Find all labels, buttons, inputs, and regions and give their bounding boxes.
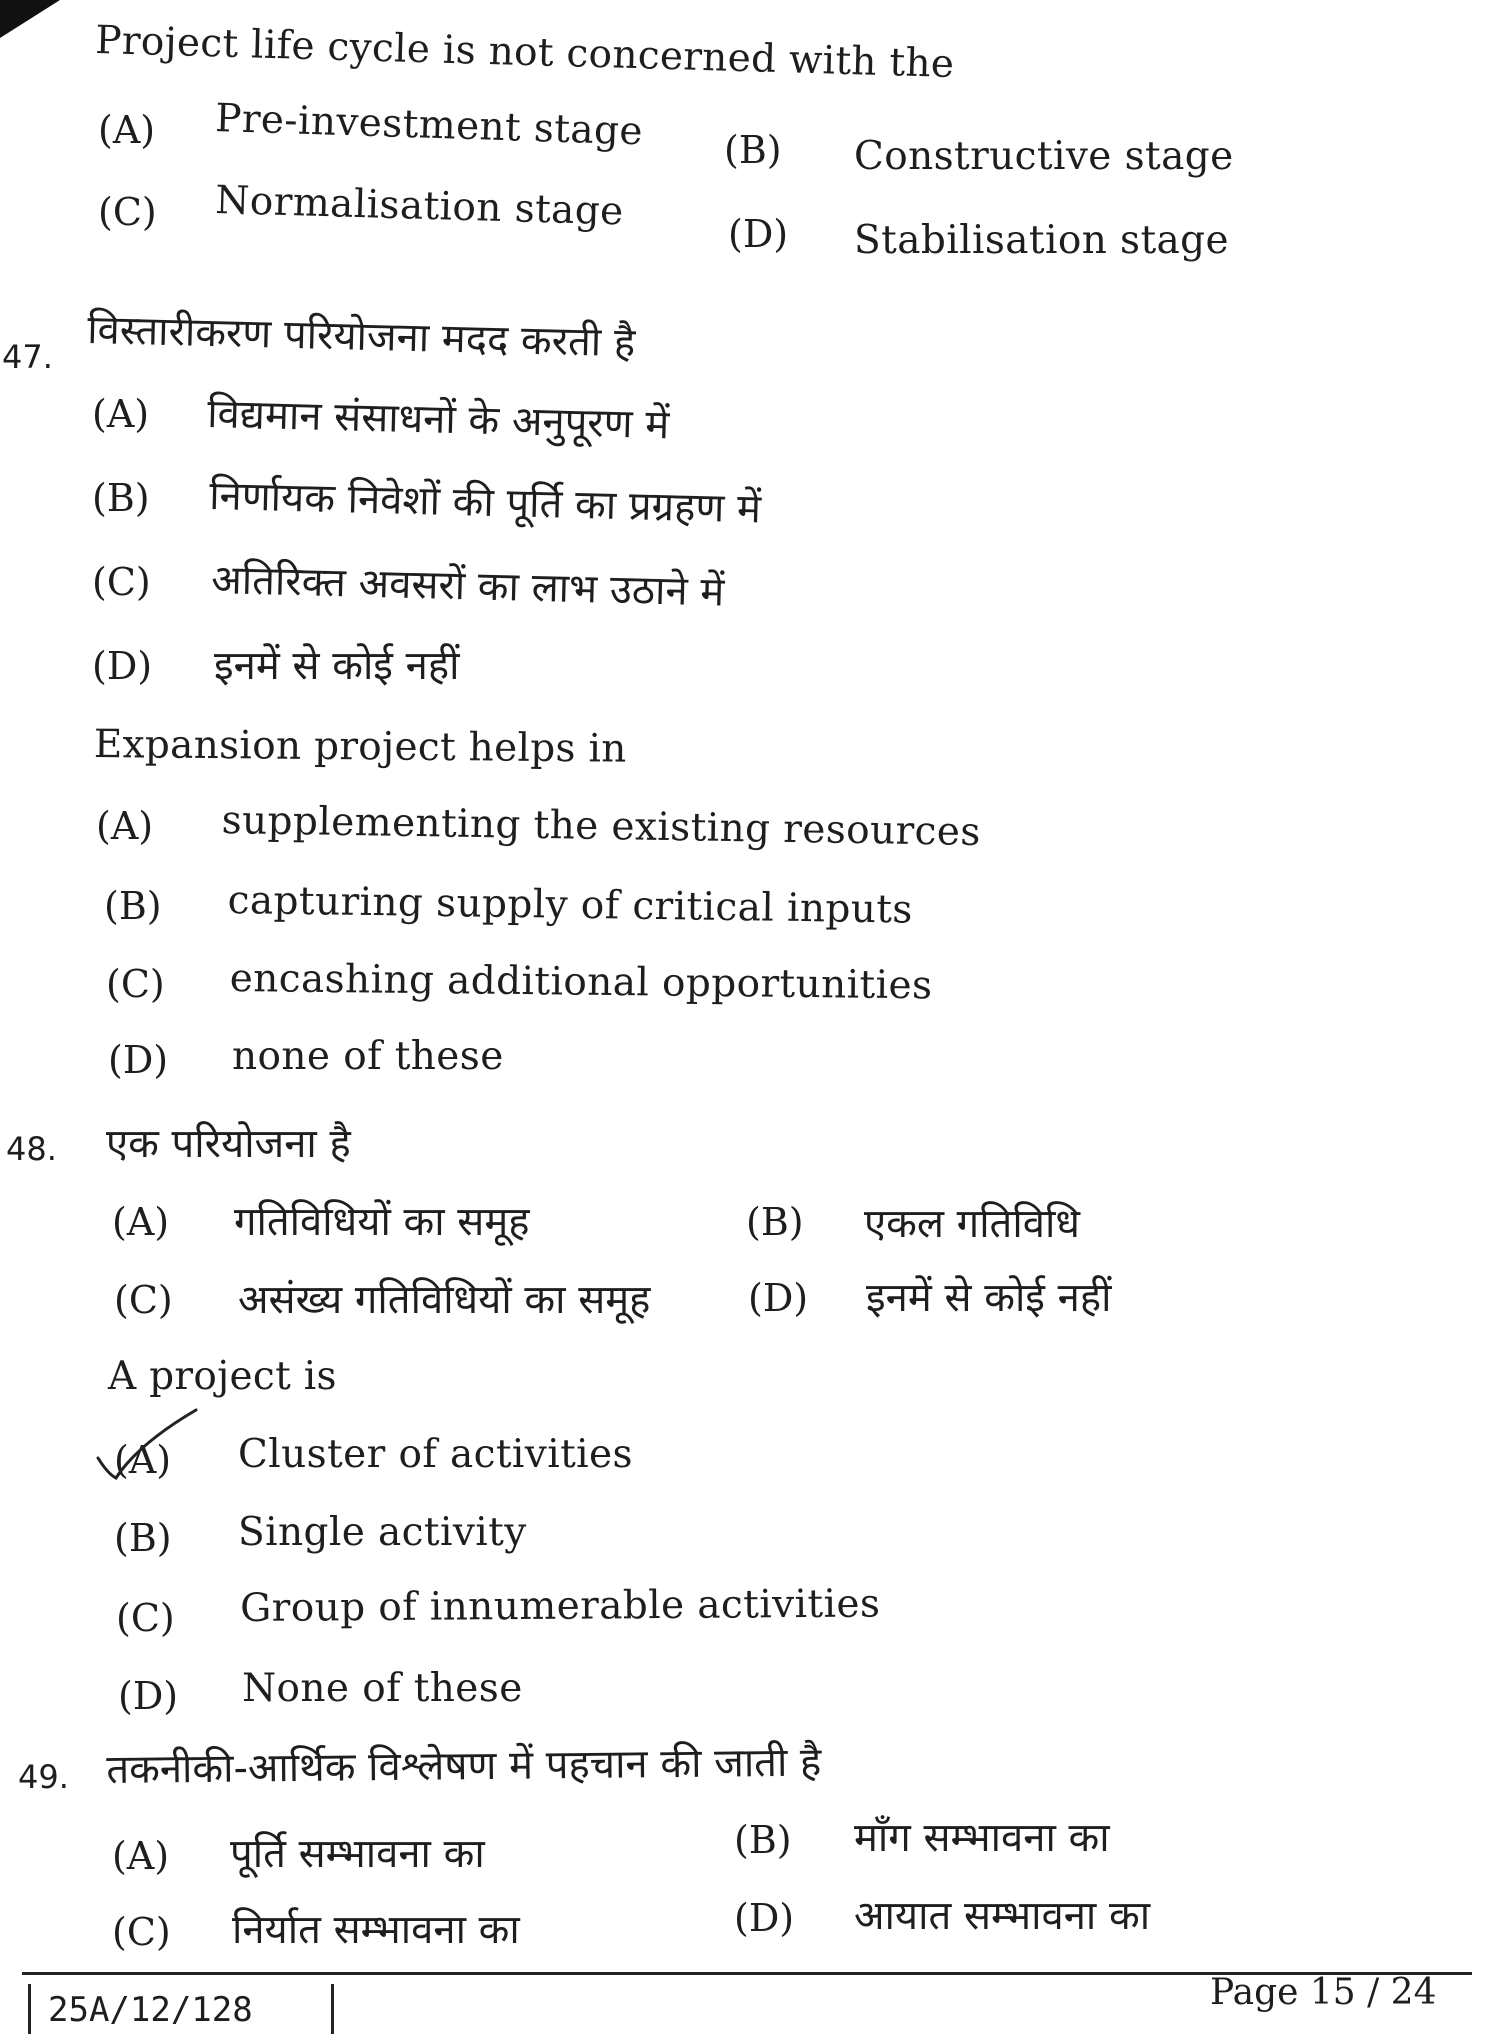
paper-code: 25A/12/128: [48, 1990, 253, 2030]
q47-stem-en: Expansion project helps in: [93, 722, 627, 772]
q47-hi-option-b-text: निर्णायक निवेशों की पूर्ति का प्रग्रहण में: [208, 472, 762, 533]
q47-en-option-d-text: none of these: [232, 1034, 504, 1079]
q48-hi-option-c-text: असंख्य गतिविधियों का समूह: [238, 1277, 651, 1323]
q47-hi-option-a-text: विद्यमान संसाधनों के अनुपूरण में: [206, 390, 670, 449]
q46-option-b-label: (B): [724, 128, 782, 172]
q48-hi-option-a-label: (A): [112, 1200, 170, 1244]
q47-hi-option-d-label: (D): [92, 644, 153, 688]
q49-stem-hi: तकनीकी-आर्थिक विश्लेषण में पहचान की जाती है: [106, 1739, 822, 1793]
q48-en-option-c-label: (C): [116, 1596, 175, 1640]
q47-number: 47.: [2, 338, 53, 376]
q49-option-c-text: निर्यात सम्भावना का: [232, 1907, 520, 1953]
q48-hi-option-c-label: (C): [114, 1278, 173, 1322]
q46-option-c-label: (C): [98, 190, 157, 234]
q48-en-option-d-text: None of these: [242, 1666, 523, 1711]
q49-option-a-text: पूर्ति सम्भावना का: [230, 1831, 485, 1877]
q48-hi-option-d-text: इनमें से कोई नहीं: [866, 1275, 1112, 1321]
q48-hi-option-b-text: एकल गतिविधि: [864, 1201, 1080, 1247]
q48-number: 48.: [6, 1130, 57, 1168]
q47-hi-option-a-label: (A): [92, 392, 150, 436]
q47-en-option-a-text: supplementing the existing resources: [221, 798, 982, 855]
q46-option-d-label: (D): [728, 212, 789, 256]
q47-stem-hi: विस्तारीकरण परियोजना मदद करती है: [86, 306, 636, 367]
q48-stem-en: A project is: [108, 1354, 337, 1399]
q49-option-b-label: (B): [734, 1818, 792, 1862]
q48-en-option-c-text: Group of innumerable activities: [240, 1581, 881, 1631]
q47-en-option-c-text: encashing additional opportunities: [229, 956, 933, 1009]
q49-option-d-text: आयात सम्भावना का: [854, 1893, 1151, 1939]
q46-option-b-text: Constructive stage: [854, 134, 1234, 179]
q48-en-option-a-label: (A): [114, 1438, 172, 1482]
q49-option-c-label: (C): [112, 1910, 171, 1954]
q47-hi-option-d-text: इनमें से कोई नहीं: [214, 643, 460, 689]
q47-en-option-d-label: (D): [108, 1038, 169, 1082]
q49-option-a-label: (A): [112, 1834, 170, 1878]
q48-en-option-d-label: (D): [118, 1674, 179, 1718]
q46-option-c-text: Normalisation stage: [214, 178, 625, 235]
q48-en-option-b-label: (B): [114, 1516, 172, 1560]
q48-hi-option-b-label: (B): [746, 1200, 804, 1244]
corner-mark: [0, 0, 60, 38]
q47-en-option-b-text: capturing supply of critical inputs: [227, 878, 914, 933]
q47-hi-option-c-label: (C): [92, 560, 151, 604]
q46-option-d-text: Stabilisation stage: [854, 218, 1230, 263]
q48-hi-option-a-text: गतिविधियों का समूह: [234, 1199, 530, 1245]
q46-stem-en: Project life cycle is not concerned with the: [94, 18, 955, 87]
q47-hi-option-c-text: अतिरिक्त अवसरों का लाभ उठाने में: [210, 556, 725, 616]
page-number: Page 15 / 24: [1210, 1972, 1437, 2013]
q47-en-option-a-label: (A): [96, 804, 154, 848]
q48-stem-hi: एक परियोजना है: [106, 1121, 351, 1167]
q46-option-a-text: Pre-investment stage: [214, 96, 644, 155]
q46-option-a-label: (A): [98, 108, 156, 152]
q49-option-b-text: माँग सम्भावना का: [854, 1815, 1110, 1861]
q48-hi-option-d-label: (D): [748, 1276, 809, 1320]
q47-en-option-b-label: (B): [104, 884, 162, 928]
q49-option-d-label: (D): [734, 1896, 795, 1940]
q47-en-option-c-label: (C): [106, 962, 165, 1006]
q48-en-option-b-text: Single activity: [238, 1510, 527, 1555]
tick-mark-icon: [92, 1404, 204, 1484]
q48-en-option-a-text: Cluster of activities: [238, 1432, 633, 1477]
q47-hi-option-b-label: (B): [92, 476, 150, 520]
q49-number: 49.: [18, 1758, 69, 1796]
